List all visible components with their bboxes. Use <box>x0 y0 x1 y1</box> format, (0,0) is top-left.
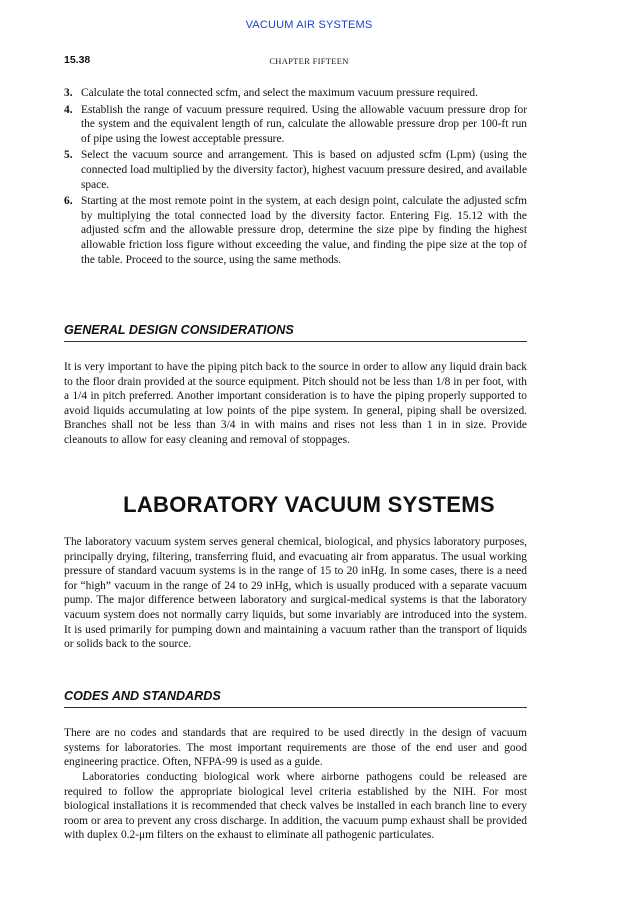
codes-paragraph-1: There are no codes and standards that are required to be used directly in the design of vacuum systems for laboratories. The most important requirements are those of the end user and good engineering practice. Often, NFPA-99 is used as a guide. <box>64 727 527 769</box>
step-text: Select the vacuum source and arrangement. This is based on adjusted scfm (Lpm) (using the connected load multiplied by the diversity factor), highest vacuum pressure desired, and available space. <box>81 149 527 191</box>
step-number: 3. <box>64 87 73 99</box>
general-design-paragraph: It is very important to have the piping pitch back to the source in order to allow any liquid drain back to the floor drain provided at the source equipment. Pitch should not be less than 1/8 in per foot, with a 1/4 in pitch preferred. Another important consideration is to have the piping properly supported to avoid liquids accumulating at low points of the pipe system. In general, piping shall be oversized. Branches shall not be less than 3/4 in with mains and rises not less than 1 in in size. Provide cleanouts to allow for easy cleaning and removal of stoppages. <box>64 361 527 446</box>
procedure-steps <box>64 86 527 269</box>
step-text: Establish the range of vacuum pressure required. Using the allowable vacuum pressure drop for the system and the equivalent length of run, calculate the allowable pressure drop per 100-ft run of pipe using the lowest acceptable pressure. <box>81 103 527 145</box>
step-item <box>64 103 527 147</box>
section-heading-codes: CODES AND STANDARDS <box>64 689 527 708</box>
chapter-label: CHAPTER FIFTEEN <box>269 56 349 66</box>
lab-vacuum-paragraph: The laboratory vacuum system serves general chemical, biological, and physics laboratory purposes, principally drying, filtering, transferring fluid, and evacuating air from apparatus. The usual working pressure of standard vacuum systems is in the range of 15 to 20 inHg. In some cases, there is a need for “high” vacuum in the range of 24 to 29 inHg, which is usually produced with a separate vacuum pump. The major difference between laboratory and surgical-medical systems is that the laboratory vacuum system does not normally carry liquids, but some invariably are introduced into the system. It is used primarily for pumping down and maintaining a vacuum rather than the transport of liquids or solids back to the source. <box>64 536 527 651</box>
codes-paragraph-2: Laboratories conducting biological work where airborne pathogens could be released are required to follow the appropriate biological level criteria established by the NIH. For most biological installations it is recommended that check valves be installed in each branch line to every room or area to prevent any cross discharge. In addition, the vacuum pump exhaust shall be provided with duplex 0.2-μm filters on the exhaust to eliminate all pathogenic particulates. <box>64 771 527 842</box>
step-text: Calculate the total connected scfm, and select the maximum vacuum pressure required. <box>81 87 478 99</box>
step-number: 5. <box>64 149 73 162</box>
major-heading-lab-vacuum: LABORATORY VACUUM SYSTEMS <box>123 492 495 517</box>
step-item <box>64 194 527 267</box>
step-item <box>64 86 527 101</box>
page-number: 15.38 <box>64 54 91 66</box>
running-title: VACUUM AIR SYSTEMS <box>245 19 373 31</box>
section-heading-general-design: GENERAL DESIGN CONSIDERATIONS <box>64 323 527 342</box>
step-item <box>64 148 527 192</box>
step-text: Starting at the most remote point in the system, at each design point, calculate the adjusted scfm by multiplying the total connected load by the diversity factor. Entering Fig. 15.12 with the adjusted scfm and the allowable pressure drop, determine the size pipe by finding the highest allowable friction loss figure without exceeding the value, and finding the pipe size at the top of the table. Proceed to the source, using the same methods. <box>81 195 527 266</box>
step-number: 4. <box>64 103 73 116</box>
step-number: 6. <box>64 195 73 208</box>
